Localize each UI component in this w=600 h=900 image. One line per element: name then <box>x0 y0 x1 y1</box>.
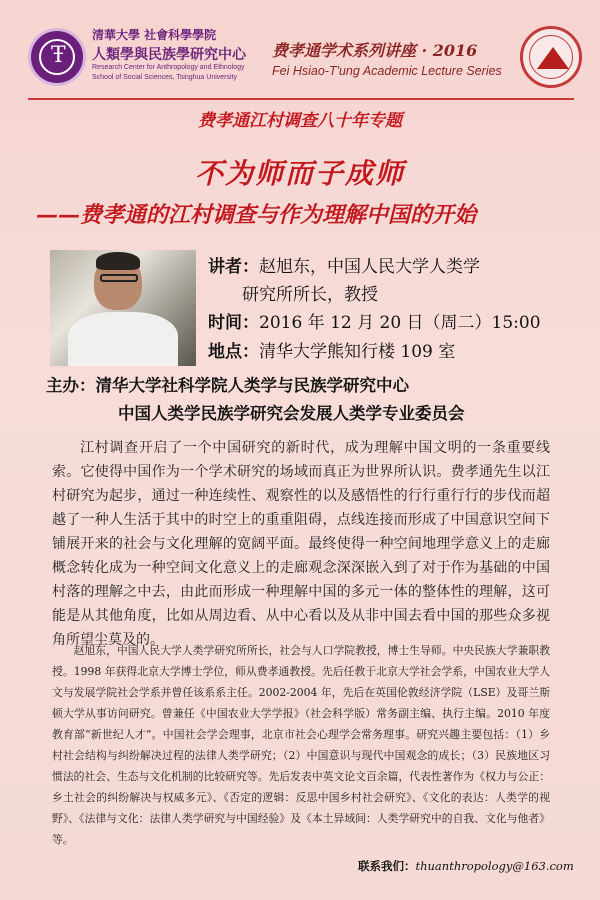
time-row <box>208 308 541 333</box>
center-name-en-line1: Research Center for Anthropology and Ethnology <box>92 64 245 71</box>
center-name-en-line2: School of Social Sciences, Tsinghua University <box>92 74 238 81</box>
place-row <box>208 337 455 362</box>
speaker-label: 讲者： <box>208 257 259 277</box>
host-label: 主办： <box>46 376 96 395</box>
host-line-2: 中国人类学民族学研究会发展人类学专业委员会 <box>118 404 465 423</box>
time-label: 时间： <box>208 313 259 333</box>
speaker-photo <box>50 250 196 366</box>
place-label: 地点： <box>208 342 259 362</box>
lecture-title: 不为师而子成师 <box>194 157 405 190</box>
time-value: 2016 年 12 月 20 日（周二）15:00 <box>259 313 541 333</box>
header-divider <box>28 98 574 100</box>
topic-heading: 费孝通江村调查八十年专题 <box>198 111 402 131</box>
university-name: 清華大學 社會科學學院 <box>92 28 217 42</box>
lecture-subtitle: ——费孝通的江村调查与作为理解中国的开始 <box>36 202 477 228</box>
host-line-1: 清华大学社科学院人类学与民族学研究中心 <box>95 376 409 395</box>
contact-email[interactable]: thuanthropology@163.com <box>415 859 574 873</box>
research-center-logo: Ŧ <box>28 28 86 86</box>
contact-row <box>358 858 574 874</box>
speaker-biography: 赵旭东，中国人民大学人类学研究所所长，社会与人口学院教授，博士生导师。中央民族大学兼职教授。1998 年获得北京大学博士学位，师从费孝通教授。先后任教于北京大学社会学系，中国农业大学人文与发展学院社会学系并曾任该系系主任。2002-2004 年，先后在英国伦敦经济学院（LSE）及哥兰斯顿大学从事访问研究。曾兼任《中国农业大学学报》（社会科学版）常务副主编、执行主编。2010 年度教育部“新世纪人才”。中国社会学会理事，北京市社会心理学会常务理事。研究兴趣主要包括：（1）乡村社会结构与纠纷解决过程的法律人类学研究；（2）中国意识与现代中国观念的成长；（3）民族地区习惯法的社会、生态与文化机制的比较研究等。先后发表中英文论文百余篇，代表性著作为《权力与公正：乡土社会的纠纷解决与权威多元》、《否定的逻辑：反思中国乡村社会研究》、《文化的表达：人类学的视野》、《法律与文化：法律人类学研究与中国经验》及《本土异域间：人类学研究中的自我、文化与他者》等。 <box>52 644 550 846</box>
center-name-cn: 人類學與民族學研究中心 <box>92 47 246 63</box>
lecture-abstract: 江村调查开启了一个中国研究的新时代，成为理解中国文明的一条重要线索。它使得中国作为一个学术研究的场域而真正为世界所认识。费孝通先生以江村研究为起步，通过一种连续性、观察性的以及感悟性的行行重行行的步伐而超越了一种人生活于其中的时空上的重重阻碍，点线连接而形成了中国意识空间下铺展开来的社会与文化理解的宽阔平面。最终使得一种空间地理学意义上的走廊概念转化成为一种空间文化意义上的走廊观念深深嵌入到了对于作为基础的中国村落的理解之中去，由此而形成一种理解中国的多元一体的整体性的理解，这可能是从其他角度，比如从周边看、从中心看以及从非中国去看中国的那些众多视角所望尘莫及的。 <box>52 440 550 648</box>
place-value: 清华大学熊知行楼 109 室 <box>259 342 456 362</box>
host-row-1 <box>46 372 409 396</box>
series-title-en: Fei Hsiao-T'ung Academic Lecture Series <box>272 64 502 78</box>
speaker-line-2: 研究所所长，教授 <box>242 285 378 305</box>
contact-label: 联系我们： <box>358 859 416 873</box>
speaker-line-1 <box>208 252 480 277</box>
association-seal-logo <box>520 26 582 88</box>
speaker-name: 赵旭东，中国人民大学人类学 <box>259 257 480 277</box>
series-title-cn: 费孝通学术系列讲座 · 2016 <box>272 41 478 60</box>
